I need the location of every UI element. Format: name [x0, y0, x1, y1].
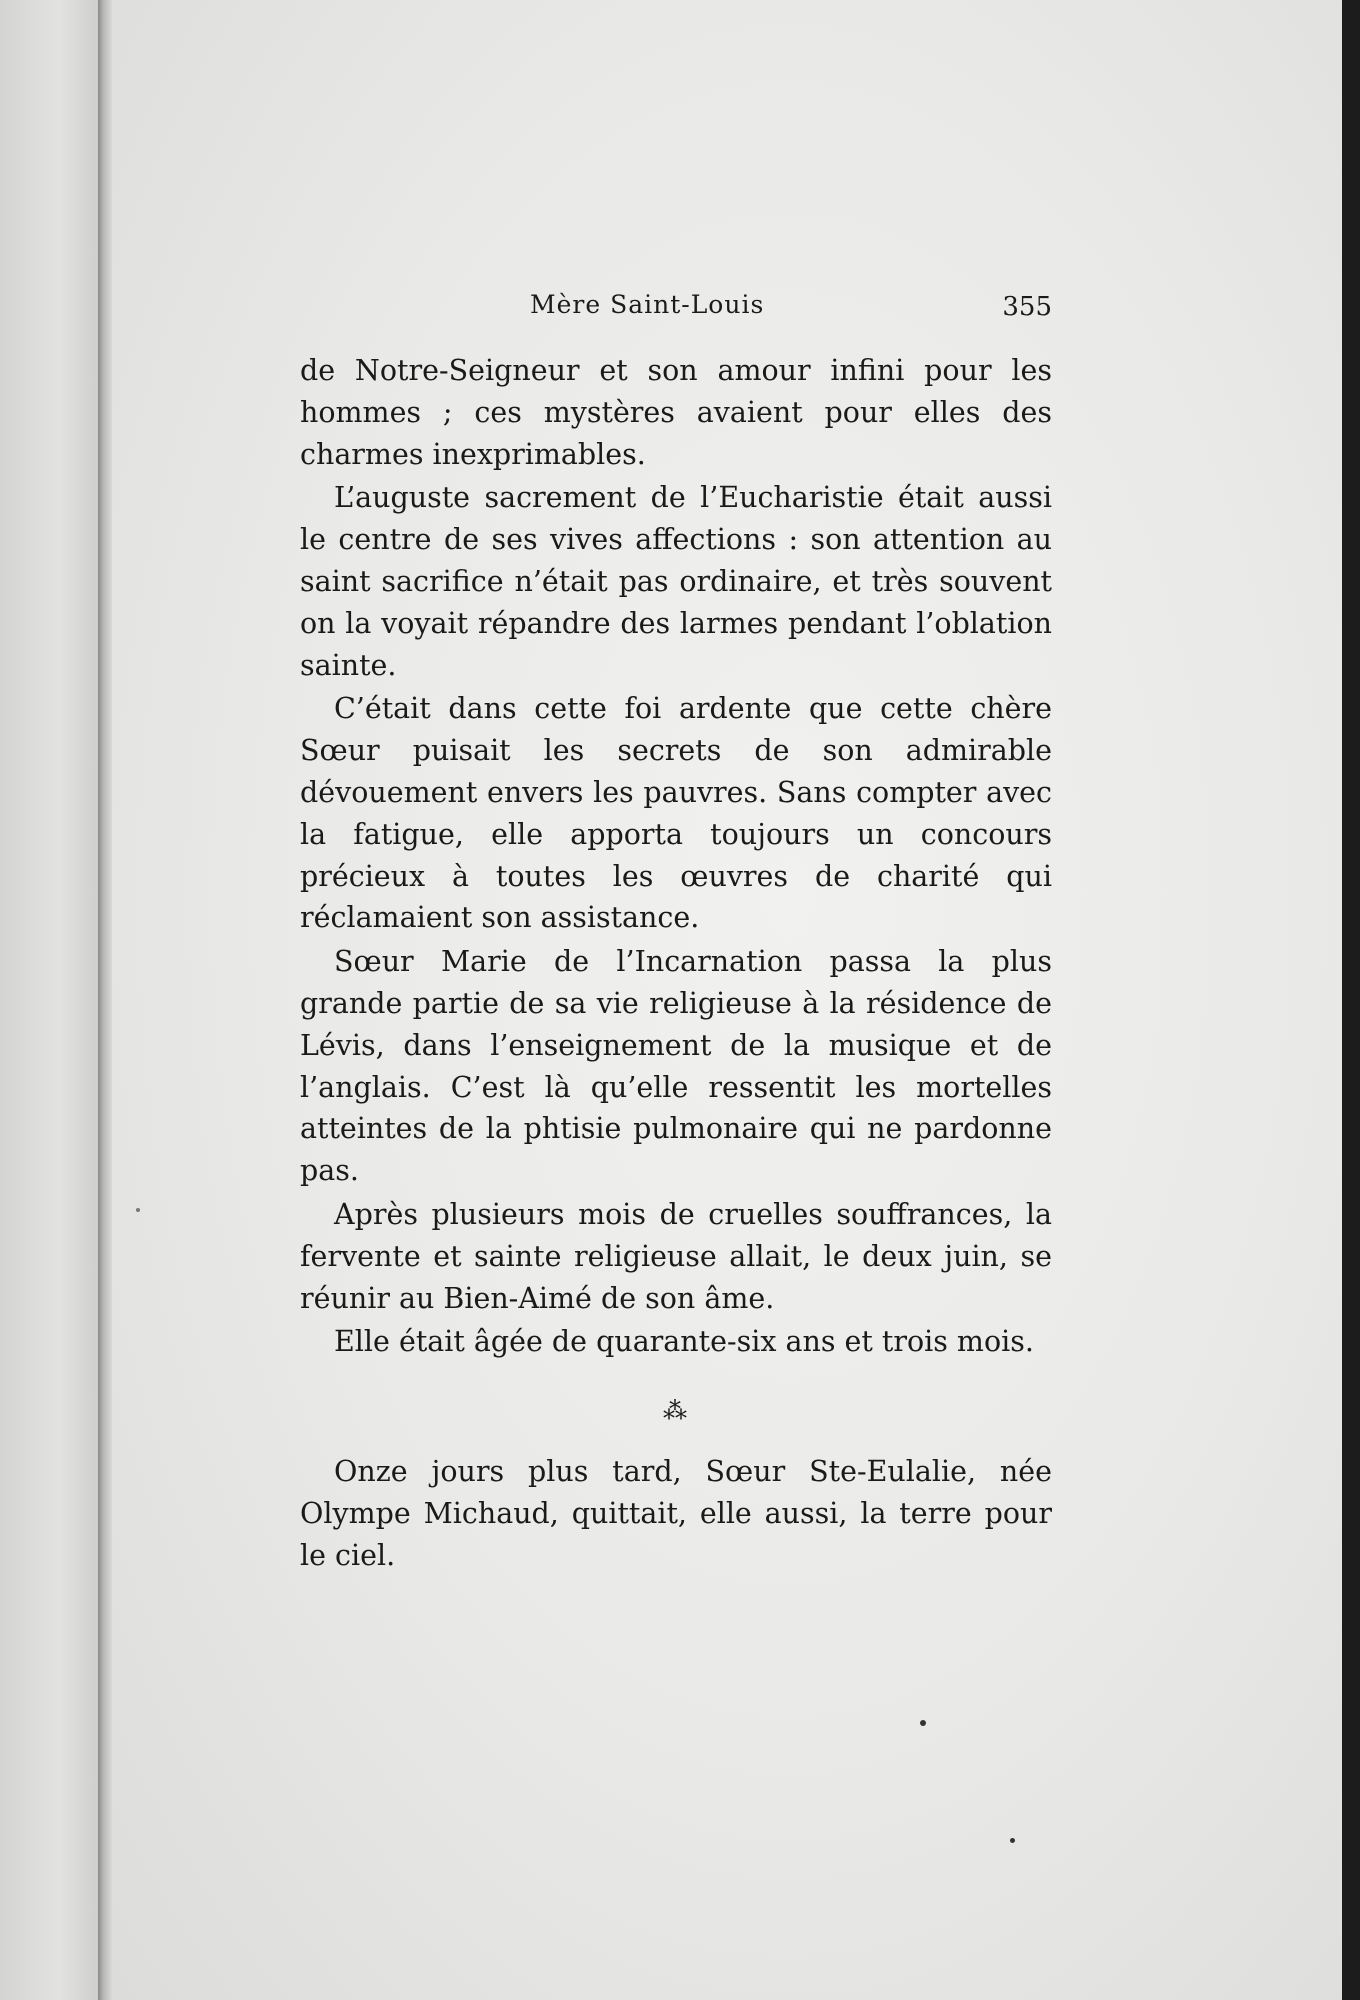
page-speck [920, 1720, 926, 1726]
paragraph: Elle était âgée de quarante-six ans et trois mois. [334, 1325, 1034, 1359]
facing-page [0, 0, 98, 2000]
paragraph: Sœur Marie de l’Incarnation passa la plus grande partie de sa vie religieuse à la résidence de Lévis, dans l’enseignement de la musique et de l’anglais. C’est là qu’elle ressentit les mortelles atteintes de la phtisie pulmonaire qui ne pardonne pas. [300, 945, 1052, 1188]
page-header [300, 290, 1052, 336]
paragraph: C’était dans cette foi ardente que cette chère Sœur puisait les secrets de son admirable dévouement envers les pauvres. Sans compter avec la fatigue, elle apporta toujours un concours précieux à toutes les œuvres de charité qui réclamaient son assistance. [300, 692, 1052, 935]
paragraph: de Notre-Seigneur et son amour infini pour les hommes ; ces mystères avaient pour elles des charmes inexprimables. [300, 354, 1052, 471]
scan-border [1342, 0, 1360, 2000]
section-separator: ⁂ [663, 1397, 689, 1426]
page-speck [136, 1208, 140, 1212]
page-speck [1010, 1838, 1015, 1843]
closing-paragraph: Onze jours plus tard, Sœur Ste-Eulalie, née Olympe Michaud, quittait, elle aussi, la terre pour le ciel. [300, 1455, 1052, 1572]
page-body [300, 350, 1052, 1579]
paragraph: Après plusieurs mois de cruelles souffrances, la fervente et sainte religieuse allait, le deux juin, se réunir au Bien-Aimé de son âme. [300, 1197, 1052, 1315]
book-gutter [98, 0, 112, 2000]
page-number: 355 [1002, 292, 1052, 322]
running-head: Mère Saint-Louis [530, 290, 765, 319]
paragraph: L’auguste sacrement de l’Eucharistie était aussi le centre de ses vives affections : son attention au saint sacrifice n’était pas ordinaire, et très souvent on la voyait répandre des larmes pendant l’oblation sainte. [300, 481, 1052, 682]
